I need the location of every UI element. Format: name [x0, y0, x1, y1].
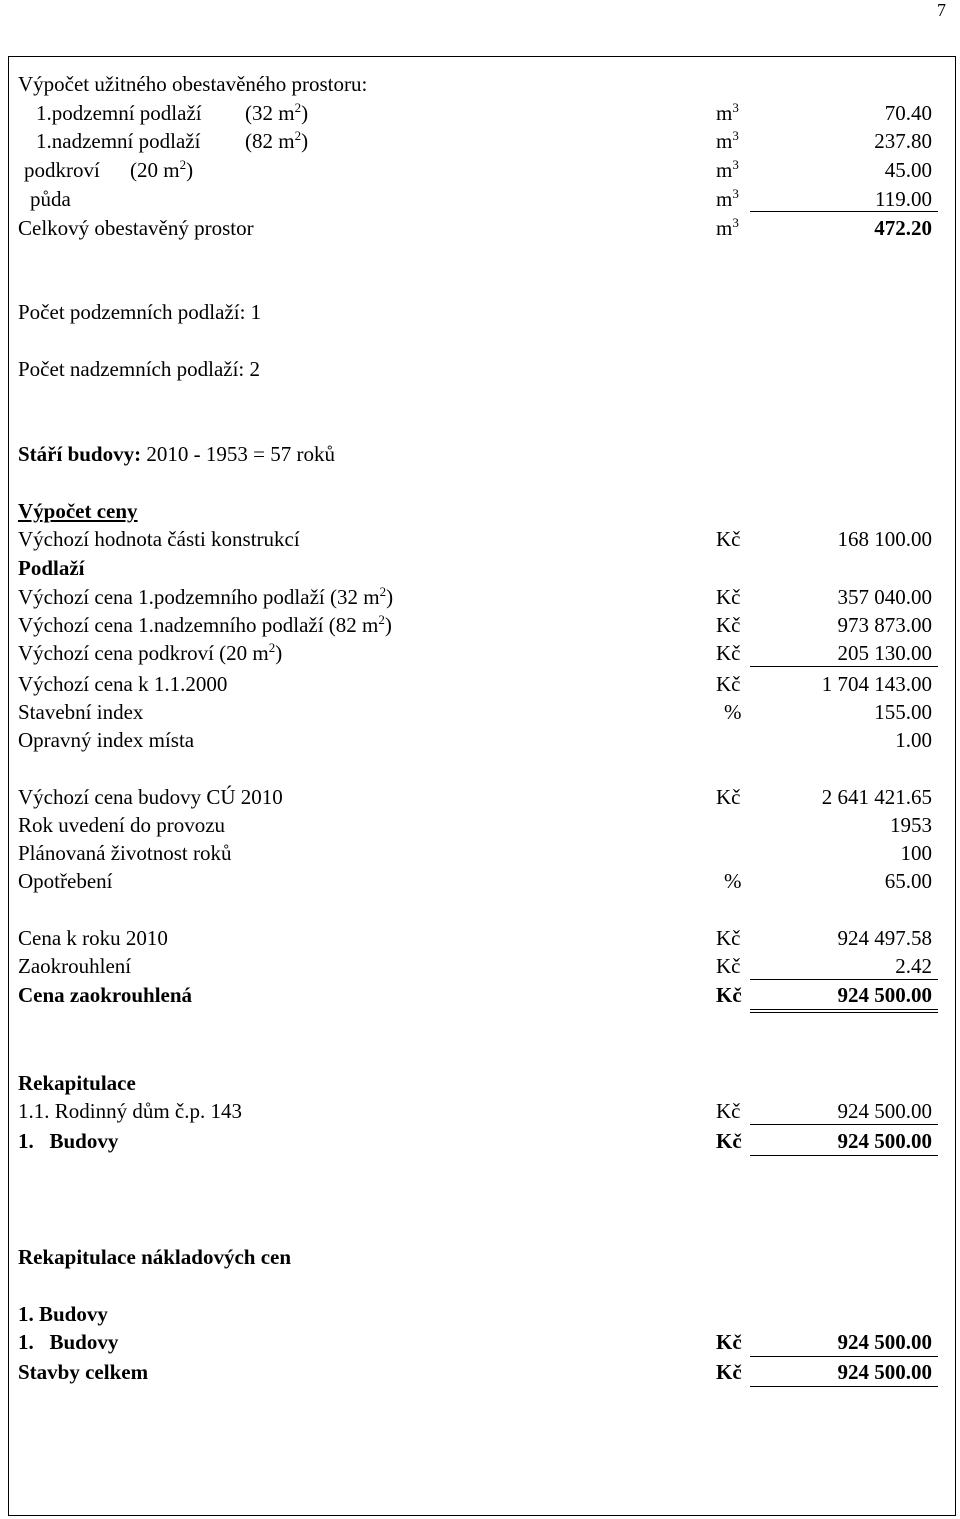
obestaveny-row-value: 237.80 [874, 129, 932, 153]
cena-row-label: Stavební index [18, 700, 144, 724]
obestaveny-row-value: 45.00 [884, 158, 932, 182]
podlazi-row-unit: Kč [716, 641, 741, 665]
cena-row-label: Zaokrouhlení [18, 954, 132, 978]
podlazi-row-value: 973 873.00 [837, 613, 932, 637]
podlazi-row-label: Výchozí cena podkroví (20 $m^2$) [18, 640, 283, 665]
cena-row-value: 1953 [890, 813, 932, 837]
naklad-item-value: 924 500.00 [837, 1330, 932, 1354]
cena-row-label: Opravný index místa [18, 728, 195, 752]
naklad-heading: Rekapitulace nákladových cen [18, 1245, 292, 1269]
obestaveny-row-unit: $m^3$ [716, 186, 739, 211]
naklad-subheading: 1. Budovy [18, 1302, 108, 1326]
naklad-total-value: 924 500.00 [837, 1360, 932, 1384]
obestaveny-total-unit: $m^3$ [716, 215, 739, 240]
podlazi-row-value: 205 130.00 [837, 641, 932, 665]
cena-row-label: Plánovaná životnost roků [18, 841, 232, 865]
rekap-item-label: 1.1. Rodinný dům č.p. 143 [18, 1099, 242, 1123]
cena-row-unit: % [724, 700, 742, 724]
sum-rule [750, 666, 938, 667]
podzemni-count: Počet podzemních podlaží: 1 [18, 300, 262, 324]
cena-row-label: Opotřebení [18, 869, 113, 893]
cena-row-unit: Kč [716, 672, 741, 696]
sum-rule [750, 211, 938, 212]
obestaveny-row-label: podkroví [24, 158, 100, 182]
cena-row-unit: % [724, 869, 742, 893]
obestaveny-row-label: 1.nadzemní podlaží [36, 129, 201, 153]
cena-row-label: Cena k roku 2010 [18, 926, 168, 950]
double-rule [750, 1009, 938, 1013]
cena-row-label: Výchozí cena k 1.1.2000 [18, 672, 228, 696]
sum-rule [750, 979, 938, 980]
cena-row-value: 155.00 [874, 700, 932, 724]
sum-rule [750, 1155, 938, 1156]
konstrukce-unit: Kč [716, 527, 741, 551]
rekap-total-value: 924 500.00 [837, 1129, 932, 1153]
cena-row-value: 2.42 [895, 954, 932, 978]
page-number: 7 [937, 0, 946, 20]
cena-row-unit: Kč [716, 785, 741, 809]
cena-final-value: 924 500.00 [837, 983, 932, 1007]
obestaveny-row-value: 70.40 [884, 101, 932, 125]
rekap-item-unit: Kč [716, 1099, 741, 1123]
cena-heading: Výpočet ceny [18, 499, 138, 523]
podlazi-row-label: Výchozí cena 1.podzemního podlaží (32 $m^2$) [18, 584, 394, 609]
podlazi-row-unit: Kč [716, 613, 741, 637]
podlazi-row-value: 357 040.00 [837, 585, 932, 609]
cena-row-value: 1.00 [895, 728, 932, 752]
rekap-total-label: 1. Budovy [18, 1129, 119, 1153]
obestaveny-row-area: (20 $m^2$) [130, 157, 194, 182]
obestaveny-total-value: 472.20 [874, 216, 932, 240]
cena-final-label: Cena zaokrouhlená [18, 983, 193, 1007]
podlazi-heading: Podlaží [18, 556, 85, 580]
obestaveny-row-unit: $m^3$ [716, 157, 739, 182]
obestaveny-row-unit: $m^3$ [716, 100, 739, 125]
nadzemni-count: Počet nadzemních podlaží: 2 [18, 357, 261, 381]
rekap-item-value: 924 500.00 [837, 1099, 932, 1123]
rekap-heading: Rekapitulace [18, 1071, 136, 1095]
obestaveny-row-area: (32 $m^2$) [245, 100, 309, 125]
naklad-total-label: Stavby celkem [18, 1360, 149, 1384]
cena-row-label: Rok uvedení do provozu [18, 813, 226, 837]
cena-row-value: 65.00 [884, 869, 932, 893]
obestaveny-heading: Výpočet užitného obestavěného prostoru: [18, 72, 368, 96]
cena-row-value: 1 704 143.00 [821, 672, 932, 696]
sum-rule [750, 1124, 938, 1125]
naklad-total-unit: Kč [716, 1360, 742, 1384]
podlazi-row-unit: Kč [716, 585, 741, 609]
naklad-item-label: 1. Budovy [18, 1330, 119, 1354]
obestaveny-row-label: 1.podzemní podlaží [36, 101, 202, 125]
rekap-total-unit: Kč [716, 1129, 742, 1153]
obestaveny-row-value: 119.00 [875, 187, 932, 211]
stari-budovy: Stáří budovy: 2010 - 1953 = 57 roků [18, 442, 335, 466]
naklad-item-unit: Kč [716, 1330, 742, 1354]
podlazi-row-label: Výchozí cena 1.nadzemního podlaží (82 $m^2$) [18, 612, 392, 637]
cena-row-unit: Kč [716, 926, 741, 950]
cena-row-unit: Kč [716, 954, 741, 978]
sum-rule [750, 1356, 938, 1357]
konstrukce-label: Výchozí hodnota části konstrukcí [18, 527, 300, 551]
sum-rule [750, 1386, 938, 1387]
cena-row-value: 2 641 421.65 [821, 785, 932, 809]
cena-row-value: 924 497.58 [837, 926, 932, 950]
obestaveny-total-label: Celkový obestavěný prostor [18, 216, 254, 240]
cena-row-label: Výchozí cena budovy CÚ 2010 [18, 785, 283, 809]
konstrukce-value: 168 100.00 [837, 527, 932, 551]
obestaveny-row-area: (82 $m^2$) [245, 128, 309, 153]
obestaveny-row-label: půda [30, 187, 71, 211]
obestaveny-row-unit: $m^3$ [716, 128, 739, 153]
cena-row-value: 100 [900, 841, 932, 865]
cena-final-unit: Kč [716, 983, 742, 1007]
